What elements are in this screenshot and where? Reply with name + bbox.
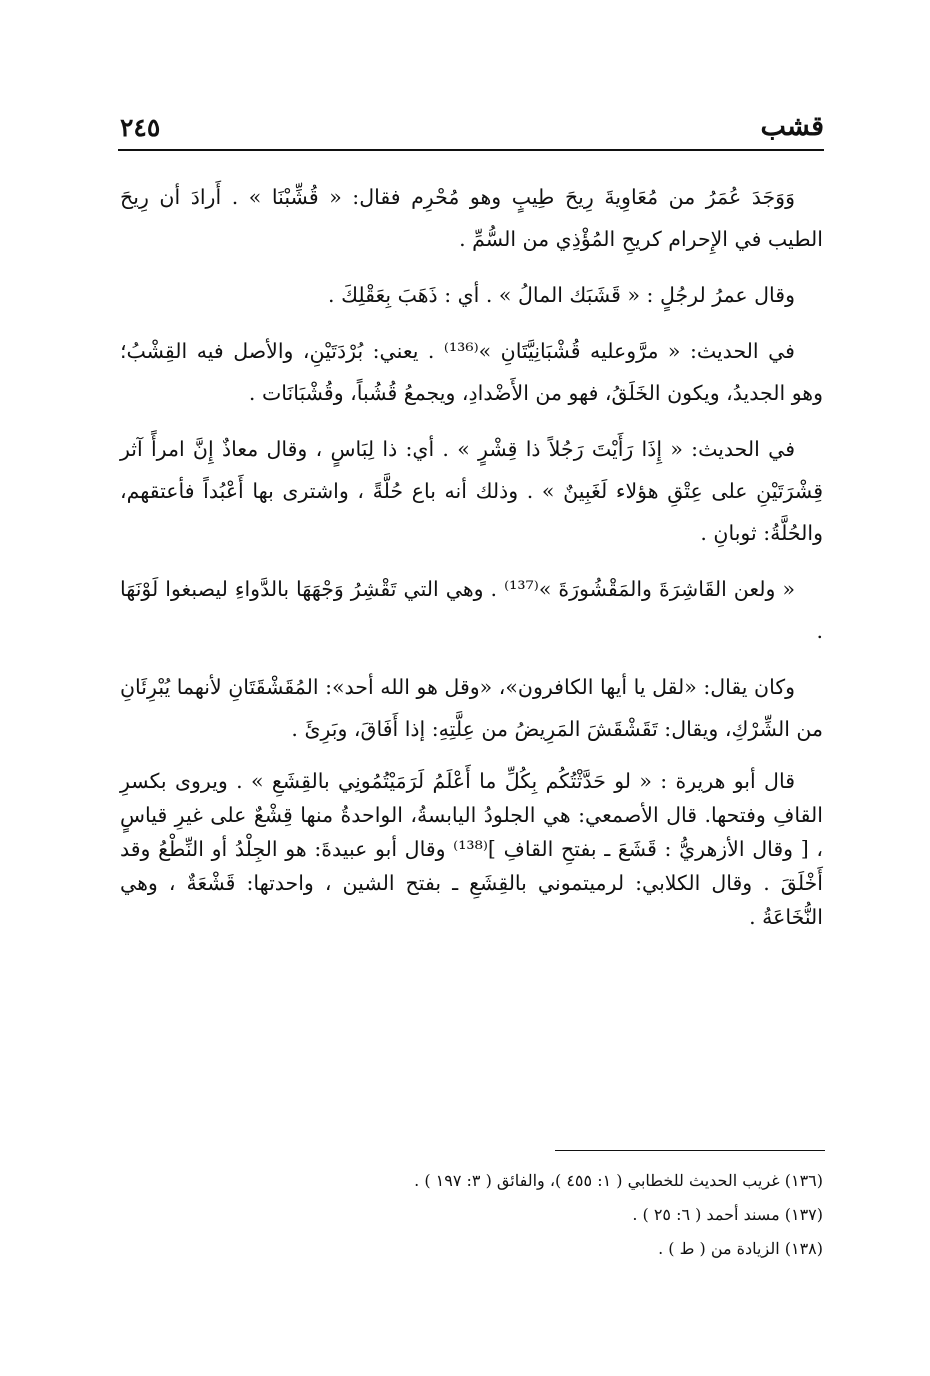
body-text (120, 176, 823, 948)
footnote-136: (١٣٦) غريب الحديث للخطابي ( ١: ٤٥٥ )، والفائق ( ٣: ١٩٧ ) . (414, 1171, 823, 1190)
paragraph-1: وَوَجَدَ عُمَرُ من مُعَاوِيةَ رِيحَ طِيبٍ وهو مُحْرِم فقال: « قُشِّبْنَا » . أَرادَ أن رِيحَ الطيب في الإِحرام كريحِ المُؤْذِي من السُّمِّ . (120, 185, 823, 251)
page-number: ٢٤٥ (120, 113, 161, 142)
paragraph-4: في الحديث: « إِذَا رَأَيْتَ رَجُلاً ذا قِشْرٍ » . أي: ذا لِبَاسٍ ، وقال معاذٌ إِنَّ امرأً آثر قِشْرَتَيْنِ على عِتْقِ هؤلاء لَغَبِينٌ » . وذلك أنه باع حُلَّةً ، واشترى بها أَعْبُداً فأعتقهم، والحُلَّةُ: ثوبانِ . (120, 437, 823, 545)
running-header (120, 92, 824, 142)
footnotes (120, 1164, 823, 1266)
paragraph-2: وقال عمرُ لرجُلٍ : « قَشَبَك المالُ » . أي : ذَهَبَ بِعَقْلِكَ . (328, 283, 795, 307)
footnote-138: (١٣٨) الزيادة من ( ط ) . (658, 1239, 823, 1258)
header-word: قشب (760, 111, 824, 142)
footnote-rule (555, 1150, 825, 1151)
paragraph-7: قال أبو هريرة : « لو حَدَّثْتُكُم بِكُلِّ ما أَعْلَمُ لَرَمَيْتُمُونِي بالقِشَعِ » . ويروى بكسرِ القافِ وفتحها. قال الأصمعي: هي الجلودُ اليابسةُ، الواحدةُ منها قِشْعٌ على غيرِ قياسٍ ، [ وقال الأزهريُّ : قَشَعَ ـ بفتحِ القافِ ]⁽¹³⁸⁾ وقال أبو عبيدةَ: هو الجِلْدُ أو النِّطْعُ وقد أَخْلَقَ . وقال الكلابي: لرميتموني بالقِشَعِ ـ بفتح الشين ، واحدتها: قَشْعَةٌ ، وهي النُّخَاعَةُ . (120, 769, 823, 929)
header-rule (118, 149, 824, 151)
paragraph-6: وكان يقال: «لقل يا أيها الكافرون»، «وقل هو الله أحد»: المُقَشْقَتَانِ لأنهما يُبْرِئَانِ من الشِّرْكِ، ويقال: تَقَشْقَشَ المَرِيضُ من عِلَّتِهِ: إذا أَفَاقَ، وبَرِئَ . (120, 675, 823, 741)
paragraph-3: في الحديث: « مرَّوعليه قُشْبَانِيَّتَانِ »⁽¹³⁶⁾ . يعني: بُرْدَتَيْنِ، والأصل فيه القِشْبُ؛ وهو الجديدُ، ويكون الخَلَقُ، فهو من الأَضْدادِ، ويجمعُ قُشُباً، وقُشْبَانَات . (120, 339, 823, 405)
paragraph-5: « ولعن القَاشِرَةَ والمَقْشُورَةَ »⁽¹³⁷⁾ . وهي التي تَقْشِرُ وَجْهَهَا بالدَّواءِ ليصبغوا لَوْنَهَا . (120, 577, 823, 643)
footnote-137: (١٣٧) مسند أحمد ( ٦: ٢٥ ) . (632, 1205, 823, 1224)
